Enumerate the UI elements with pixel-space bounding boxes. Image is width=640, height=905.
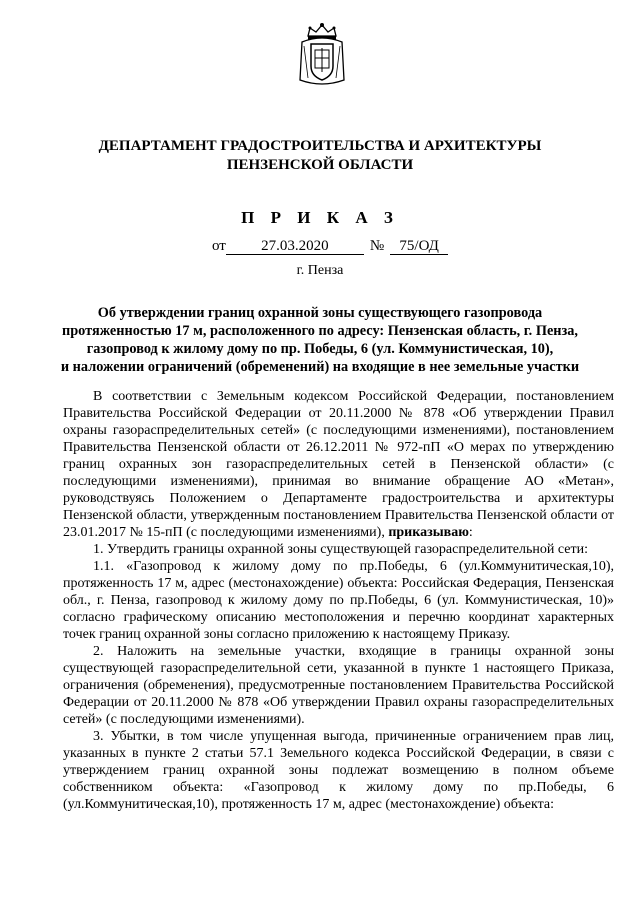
department-name-line-1: ДЕПАРТАМЕНТ ГРАДОСТРОИТЕЛЬСТВА И АРХИТЕКТУРЫ bbox=[98, 138, 542, 154]
title-line-4: и наложении ограничений (обременений) на входящие в нее земельные участки bbox=[60, 359, 580, 375]
intro-text: В соответствии с Земельным кодексом Российской Федерации, постановлением Правительства Российской Федерации от 20.11.2000 № 878 «Об утверждении Правил охраны газораспределительных сетей» (с последующими изменениями), постановлением Правительства Пензенской области от 26.12.2011 № 972-пП «О мерах по утверждению границ охранных зон газораспределительных сетей в Пензенской области» (с последующими изменениями), принимая во внимание обращение АО «Метан», руководствуясь Положением о Департаменте градостроительства и архитектуры Пензенской области, утвержденным постановлением Правительства Пензенской области от 23.01.2017 № 15-пП (с последующими изменениями), bbox=[63, 389, 614, 540]
document-date: 27.03.2020 bbox=[226, 238, 364, 255]
document-body bbox=[63, 388, 614, 813]
paragraph-1: 1. Утвердить границы охранной зоны существующей газораспределительной сети: bbox=[93, 542, 588, 557]
paragraph-3: 3. Убытки, в том числе упущенная выгода, причиненные ограничением прав лиц, указанных в пункте 2 статьи 57.1 Земельного кодекса Российской Федерации, в связи с утверждением границ охранной зоны подлежат возмещению в полном объеме собственником объекта: «Газопровод к жилому дому по пр.Победы, 6 (ул.Коммунитическая,10), протяженность 17 м, адрес (местонахождение) объекта: bbox=[63, 729, 614, 812]
document-type-heading: П Р И К А З bbox=[241, 208, 399, 227]
number-prefix: № bbox=[369, 238, 385, 254]
title-line-2: протяженностью 17 м, расположенного по адресу: Пензенская область, г. Пенза, bbox=[61, 323, 579, 339]
document-number: 75/ОД bbox=[390, 238, 448, 255]
date-prefix: от bbox=[212, 238, 226, 254]
document-title bbox=[56, 304, 584, 376]
paragraph-1-1: 1.1. «Газопровод к жилому дому по пр.Победы, 6 (ул.Коммунитическая,10), протяженность 17 м, адрес (местонахождение) объекта: Российская Федерация, Пензенская обл., г. Пенза, газопровод к жилому дому по пр.Победы, 6 (ул. Коммунистическая, 10)» согласно графическому описанию местоположения и перечню координат характерных точек границ охранной зоны согласно приложению к настоящему Приказу. bbox=[63, 559, 614, 642]
title-line-1: Об утверждении границ охранной зоны существующего газопровода bbox=[97, 305, 543, 321]
city-name: г. Пенза bbox=[296, 263, 344, 278]
date-number-line bbox=[212, 238, 448, 255]
coat-of-arms-icon bbox=[296, 22, 348, 88]
title-line-3: газопровод к жилому дому по пр. Победы, 6 (ул. Коммунистическая, 10), bbox=[86, 341, 554, 357]
intro-colon: : bbox=[468, 525, 473, 540]
paragraph-2: 2. Наложить на земельные участки, входящие в границы охранной зоны существующей газораспределительной сети, указанной в пункте 1 настоящего Приказа, ограничения (обременения), предусмотренные постановлением Правительства Российской Федерации от 20.11.2000 № 878 «Об утверждении Правил охраны газораспределительных сетей» (с последующими изменениями). bbox=[63, 644, 614, 727]
intro-paragraph bbox=[63, 388, 614, 541]
department-name-line-2: ПЕНЗЕНСКОЙ ОБЛАСТИ bbox=[226, 157, 414, 173]
order-verb: приказываю bbox=[388, 525, 469, 540]
